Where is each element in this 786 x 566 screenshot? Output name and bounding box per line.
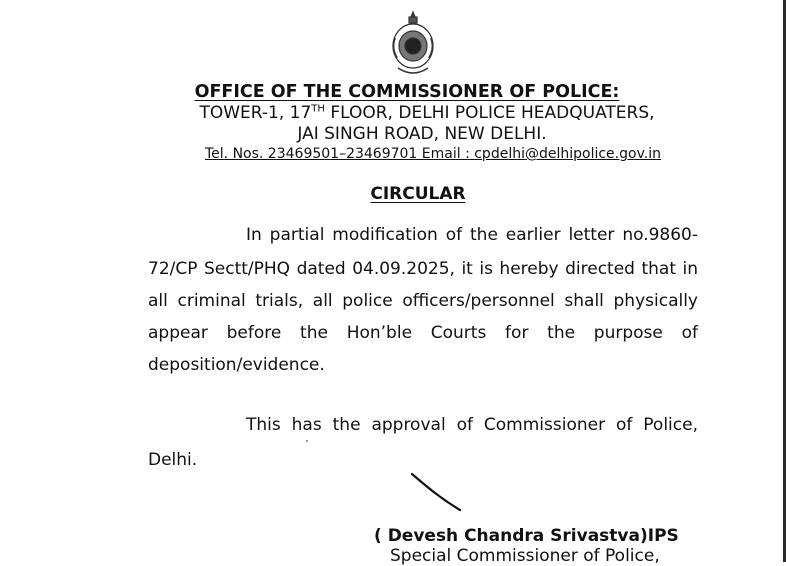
body-line-4: appear before the Hon’ble Courts for the purpose of [148, 323, 698, 343]
address-part-2: FLOOR, DELHI POLICE HEADQUATERS, [324, 103, 655, 123]
circular-title: CIRCULAR [370, 184, 466, 204]
body-line-3: all criminal trials, all police officers/personnel shall physically [148, 291, 698, 311]
office-address-line-2: JAI SINGH ROAD, NEW DELHI. [297, 124, 547, 144]
body-line-2: 72/CP Sectt/PHQ dated 04.09.2025, it is hereby directed that in [148, 259, 698, 279]
delhi-police-emblem-icon [388, 8, 438, 82]
body-line-1: In partial modification of the earlier letter no.9860- [246, 225, 698, 245]
body-line-5: deposition/evidence. [148, 355, 325, 375]
approval-line-2: Delhi. [148, 450, 198, 470]
office-address-line-1 [0, 103, 786, 123]
signature-tick-mark [408, 470, 468, 515]
address-part-1: TOWER-1, 17 [199, 103, 312, 123]
signatory-name: ( Devesh Chandra Srivastva)IPS [374, 526, 679, 546]
office-title: OFFICE OF THE COMMISSIONER OF POLICE: [194, 82, 620, 102]
contact-link[interactable]: Tel. Nos. 23469501–23469701 Email : cpdelhi@delhipolice.gov.in [205, 146, 661, 162]
contact-line [0, 146, 786, 162]
scan-speck [306, 440, 308, 442]
signatory-designation: Special Commissioner of Police, [390, 546, 660, 566]
address-superscript: TH [311, 103, 325, 115]
approval-line-1: This has the approval of Commissioner of Police, [246, 415, 698, 435]
